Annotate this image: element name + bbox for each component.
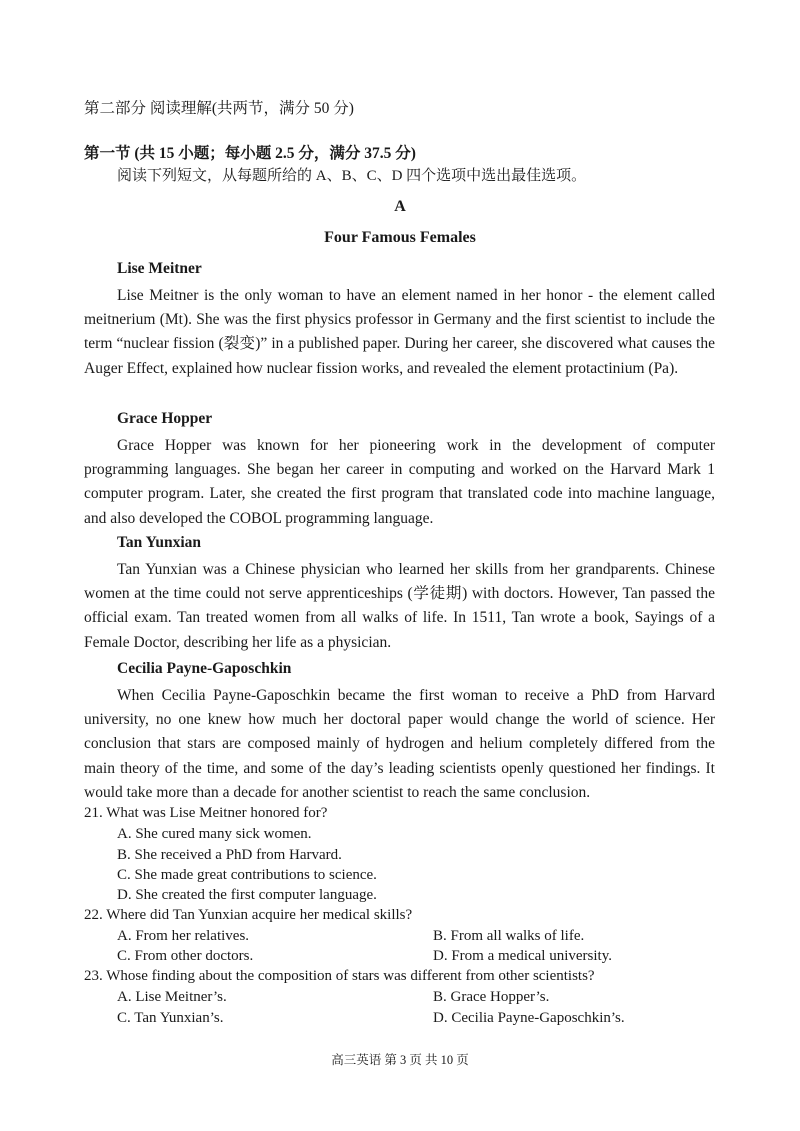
option-22-a[interactable]: A. From her relatives.: [117, 928, 250, 944]
passage-title: Four Famous Females: [324, 229, 476, 246]
instruction-text: 阅读下列短文，从每题所给的 A、B、C、D 四个选项中选出最佳选项。: [117, 168, 587, 184]
paragraph-meitner: Lise Meitner is the only woman to have an element named in her honor - the element called meitnerium (Mt). She was the first physics professor in Germany and the first scientist to include the term “nuclear fission (裂变)” in a published paper. During her career, she discovered what causes the Auger Effect, explained how nuclear fission works, and revealed the element protactinium (Pa).: [84, 287, 715, 377]
page-footer: 高三英语 第 3 页 共 10 页: [331, 1053, 469, 1067]
option-23-a[interactable]: A. Lise Meitner’s.: [117, 989, 227, 1005]
option-21-a[interactable]: A. She cured many sick women.: [117, 826, 312, 842]
paragraph-payne: When Cecilia Payne-Gaposchkin became the first woman to receive a PhD from Harvard university, no one knew how much her doctoral paper would change the world of science. Her conclusion that stars are composed mainly of hydrogen and helium completely differed from the main theory of the time, and some of the day’s leading scientists openly questioned her findings. It would take more than a decade for another scientist to reach the same conclusion.: [84, 687, 715, 801]
option-21-d[interactable]: D. She created the first computer language.: [117, 887, 377, 903]
option-23-b[interactable]: B. Grace Hopper’s.: [433, 989, 550, 1005]
question-23: 23. Whose finding about the composition of stars was different from other scientists?: [84, 968, 595, 984]
paragraph-tan: Tan Yunxian was a Chinese physician who learned her skills from her grandparents. Chinese women at the time could not serve apprenticeships (学徒期) with doctors. However, Tan passed the official exam. Tan treated women from all walks of life. In 1511, Tan wrote a book, Sayings of a Female Doctor, describing her life as a physician.: [84, 561, 715, 651]
option-22-b[interactable]: B. From all walks of life.: [433, 928, 585, 944]
section-title: 第一节 (共 15 小题；每小题 2.5 分，满分 37.5 分): [84, 145, 416, 162]
part-title: 第二部分 阅读理解(共两节，满分 50 分): [84, 100, 354, 117]
section-heading-payne: Cecilia Payne-Gaposchkin: [117, 660, 292, 677]
passage-letter: A: [394, 198, 406, 215]
option-23-c[interactable]: C. Tan Yunxian’s.: [117, 1010, 224, 1026]
paragraph-hopper: Grace Hopper was known for her pioneering work in the development of computer programming languages. She began her career in computing and worked on the Harvard Mark 1 computer program. Later, she created the first program that translated code into machine language, and also developed the COBOL programming language.: [84, 437, 715, 527]
section-heading-hopper: Grace Hopper: [117, 410, 213, 427]
question-21: 21. What was Lise Meitner honored for?: [84, 805, 328, 821]
option-21-c[interactable]: C. She made great contributions to science.: [117, 867, 377, 883]
option-21-b[interactable]: B. She received a PhD from Harvard.: [117, 847, 342, 863]
option-23-d[interactable]: D. Cecilia Payne-Gaposchkin’s.: [433, 1010, 625, 1026]
option-22-d[interactable]: D. From a medical university.: [433, 948, 612, 964]
question-22: 22. Where did Tan Yunxian acquire her medical skills?: [84, 907, 413, 923]
option-22-c[interactable]: C. From other doctors.: [117, 948, 254, 964]
section-heading-meitner: Lise Meitner: [117, 260, 202, 277]
section-heading-tan: Tan Yunxian: [117, 534, 202, 551]
